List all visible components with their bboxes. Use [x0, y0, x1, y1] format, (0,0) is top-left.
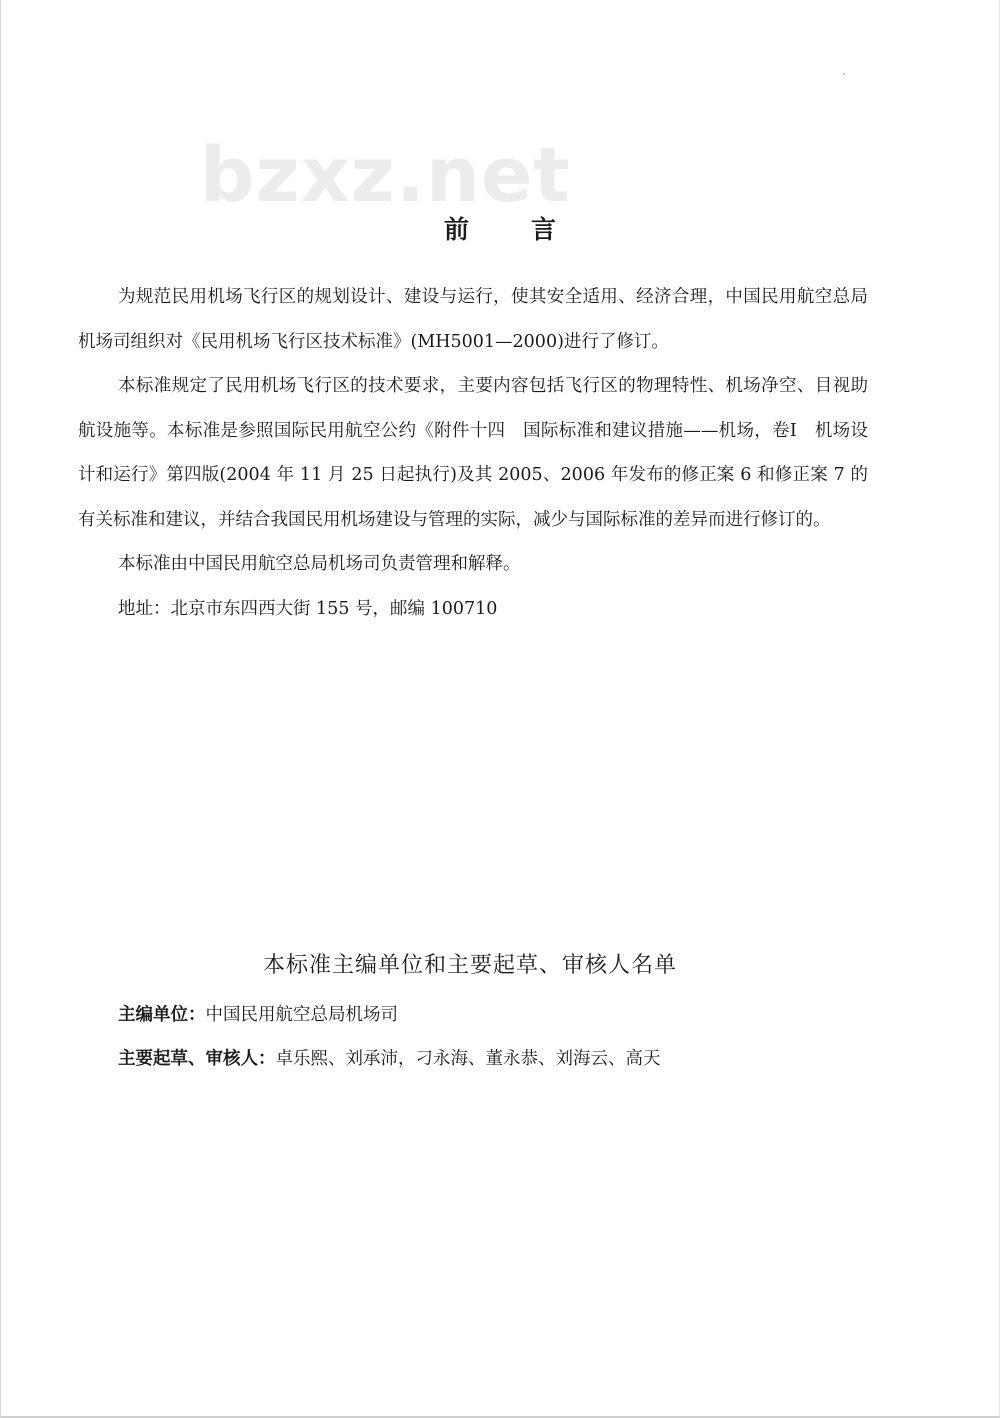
preface-paragraph-3: 本标准由中国民用航空总局机场司负责管理和解释。 [118, 554, 521, 574]
editor-unit-value: 中国民用航空总局机场司 [205, 1005, 398, 1025]
editor-unit-label: 主编单位： [118, 1005, 206, 1025]
watermark: bzxz.net [200, 130, 571, 219]
preface-paragraph-1: 为规范民用机场飞行区的规划设计、建设与运行，使其安全适用、经济合理，中国民用航空总局机场司组织对《民用机场飞行区技术标准》(MH5001—2000)进行了修订。 [78, 287, 868, 352]
drafters-value: 卓乐熙、刘承沛，刁永海、董永恭、刘海云、高天 [275, 1049, 661, 1069]
scan-speck [843, 73, 845, 75]
staff-list-title: 本标准主编单位和主要起草、审核人名单 [262, 953, 677, 978]
editor-unit-line [118, 1001, 398, 1026]
preface-paragraph-2: 本标准规定了民用机场飞行区的技术要求，主要内容包括飞行区的物理特性、机场净空、目视助航设施等。本标准是参照国际民用航空公约《附件十四 国际标准和建议措施——机场，卷Ⅰ 机场设计和运行》第四版(2004 年 11 月 25 日起执行)及其 2005、2006 年发布的修正案 6 和修正案 7 的有关标准和建议，并结合我国民用机场建设与管理的实际，减少与国际标准的差异而进行修订的。 [78, 376, 868, 530]
preface-title: 前言 [443, 215, 618, 244]
preface-address: 地址：北京市东四西大街 155 号，邮编 100710 [118, 598, 498, 619]
drafters-line [118, 1045, 661, 1070]
drafters-label: 主要起草、审核人： [118, 1049, 276, 1069]
preface-body [78, 275, 868, 631]
